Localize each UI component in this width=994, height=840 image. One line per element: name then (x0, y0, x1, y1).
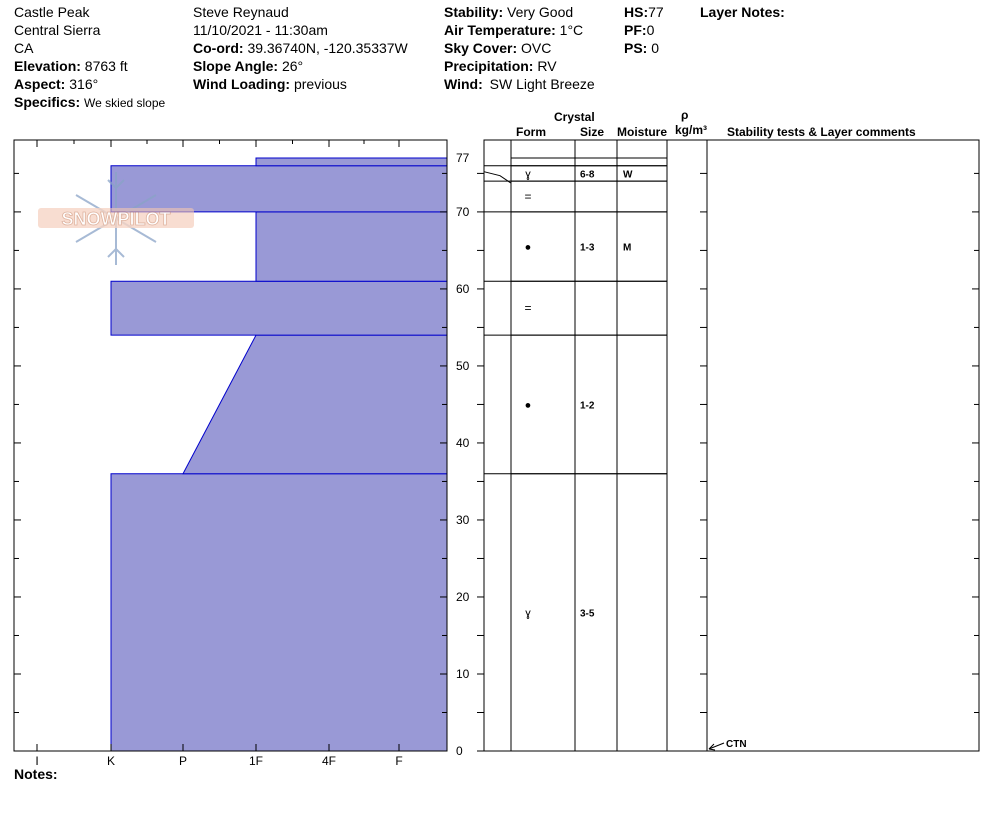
layer-size: 6-8 (580, 169, 595, 181)
pf-value: 0 (646, 22, 655, 38)
layer-form: = (524, 189, 532, 204)
hardness-tick-label: 4F (321, 754, 337, 768)
density-unit-header: kg/m³ (675, 123, 708, 137)
crystal-header: Crystal (554, 110, 595, 124)
hs-value: 77 (648, 4, 664, 20)
hardness-tick-label: I (35, 754, 39, 768)
layer-moisture: M (623, 242, 632, 254)
range-name: Central Sierra (14, 22, 101, 38)
slope-value: 26° (281, 58, 304, 74)
wind-value: SW Light Breeze (489, 76, 595, 92)
layer-form: ● (524, 399, 532, 412)
layer-form: ɣ (525, 168, 531, 181)
rho-header: ρ (681, 108, 689, 122)
layer-size: 1-3 (580, 242, 595, 254)
ps-label: PS: (624, 40, 648, 56)
aspect-label: Aspect: (14, 76, 66, 92)
depth-tick-label: 40 (456, 435, 470, 450)
elevation-label: Elevation: (14, 58, 81, 74)
hardness-profile (111, 158, 447, 751)
stability-tests (709, 739, 747, 750)
location-name: Castle Peak (14, 4, 90, 20)
depth-tick-label: 10 (456, 666, 470, 681)
layer-form: ● (524, 241, 532, 254)
stability-value: Very Good (507, 4, 574, 20)
comment-column-ticks (700, 173, 979, 751)
hardness-tick-label: K (106, 754, 116, 768)
air-temp-value: 1°C (559, 22, 584, 38)
hardness-tick-label: P (178, 754, 188, 768)
layer-form: = (524, 301, 532, 316)
comments-header: Stability tests & Layer comments (727, 125, 916, 139)
specifics-label: Specifics: (14, 94, 81, 110)
size-header: Size (580, 125, 605, 139)
wind-label: Wind: (444, 76, 483, 92)
hardness-layer (183, 335, 447, 474)
depth-tick-label: 77 (456, 151, 470, 165)
hardness-layer (111, 474, 447, 751)
coord-label: Co-ord: (193, 40, 244, 56)
hardness-layer (111, 281, 447, 335)
precip-label: Precipitation: (444, 58, 534, 74)
moisture-header: Moisture (617, 125, 668, 139)
layer-table-frame (484, 140, 979, 751)
depth-tick-label: 70 (456, 204, 470, 219)
wind-loading-value: previous (293, 76, 347, 92)
depth-tick-label: 30 (456, 512, 470, 527)
air-temp-label: Air Temperature: (444, 22, 556, 38)
specifics-value: We skied slope (84, 96, 166, 110)
sky-value: OVC (521, 40, 552, 56)
stability-label: Stability: (444, 4, 504, 20)
hardness-layer (256, 158, 447, 166)
depth-tick-label: 20 (456, 589, 470, 604)
layer-size: 3-5 (580, 608, 595, 620)
layer-notes-label: Layer Notes: (700, 4, 785, 20)
slope-label: Slope Angle: (193, 58, 279, 74)
wind-loading-label: Wind Loading: (193, 76, 291, 92)
elevation-value: 8763 ft (84, 58, 128, 74)
layer-form: ɣ (525, 607, 531, 620)
layer-moisture: W (623, 169, 633, 181)
hardness-tick-label: F (395, 754, 403, 768)
depth-tick-label: 60 (456, 281, 470, 296)
test-label: CTN (726, 739, 747, 750)
sky-label: Sky Cover: (444, 40, 518, 56)
observer-name: Steve Reynaud (193, 4, 289, 20)
table-column-lines (511, 140, 707, 751)
hardness-tick-label: 1F (248, 754, 264, 768)
coord-value: 39.36740N, -120.35337W (247, 40, 408, 56)
form-header: Form (516, 125, 546, 139)
hardness-layer (111, 166, 447, 212)
ps-value: 0 (651, 40, 660, 56)
notes-label: Notes: (14, 766, 58, 782)
observation-datetime: 11/10/2021 - 11:30am (193, 22, 328, 38)
logo-text: SNOWPILOT (61, 209, 171, 229)
precip-value: RV (537, 58, 557, 74)
layer-size: 1-2 (580, 400, 595, 412)
depth-tick-label: 50 (456, 358, 470, 373)
hs-label: HS: (624, 4, 649, 20)
depth-tick-label: 0 (456, 744, 463, 758)
hardness-layer (256, 212, 447, 281)
aspect-value: 316° (69, 76, 99, 92)
state-name: CA (14, 40, 34, 56)
test-arrow (709, 743, 724, 749)
pf-label: PF: (624, 22, 647, 38)
